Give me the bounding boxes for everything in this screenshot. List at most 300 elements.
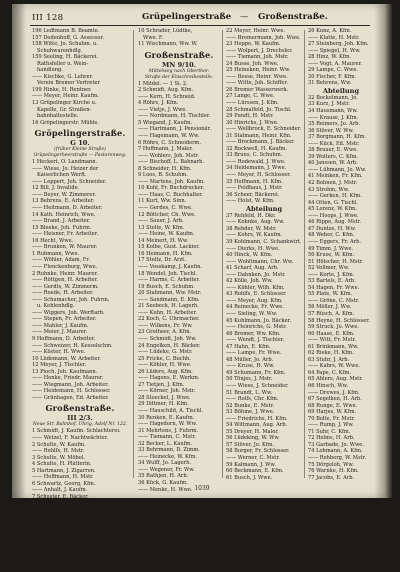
street-heading: Gröpelingerstraße. (34, 128, 126, 139)
directory-entry: —— Hartmann, J. Pensionär. (138, 126, 211, 133)
directory-entry: —— Lüdeke, G. Mstr. (138, 349, 193, 356)
directory-entry: Schuhwarenhdlg. (37, 47, 83, 54)
directory-entry: —— Meier, J. Maurer. (32, 329, 88, 336)
directory-entry: —— Wiegmann, Joh. Arbeiter. (32, 381, 109, 388)
street-grid-ref: MN 9/10. (161, 60, 197, 69)
directory-entry: —— Rolfs, Chr. Kfm. (226, 396, 279, 403)
directory-entry: —— Lühmann, Jo. Ww. (308, 166, 367, 173)
directory-entry: 27 Tietjen, J. Kfm. (138, 381, 185, 388)
directory-entry: —— Heidemann, H. Schlosser. (32, 388, 111, 395)
directory-entry: 16 Gröpelingerstr. Mühle. (32, 119, 100, 126)
directory-entry: 15 Heinemann, Ed. Rentier. (32, 565, 104, 572)
directory-entry: 49 Schumann, Fr. Kfm. (226, 369, 286, 376)
directory-entry: 40 Janssen, W. Arb. (308, 160, 358, 167)
directory-entry: 12 Meyer, J. Tischler. (32, 362, 87, 369)
directory-entry: 66 Hinsch, Ww. (308, 382, 349, 389)
directory-entry: —— Lampe, Fr. Wwe. (226, 350, 282, 357)
directory-entry: 12 Bill, J. Invalide. (32, 185, 80, 192)
directory-entry: 56 Möller, J. Ww. (308, 304, 352, 311)
directory-entry: 33 Kurz, J. Mstr. (308, 101, 350, 108)
directory-entry: 6 Schwartz, Georg, Kfm. (32, 480, 96, 487)
directory-entry: 21 Seebeck, H. Lagerh. (138, 303, 199, 310)
directory-entry: 11 Holz, Josef, Buchbinderei. (32, 533, 108, 540)
directory-entry: 75 Dörgeloh, Ww. (308, 461, 354, 468)
directory-entry: 29 Dittmer, H. Kfm. (138, 401, 189, 408)
directory-entry: 15 Kolbe, Gust. Lackier. (138, 244, 200, 251)
street-grid-ref: Abteilung (322, 86, 360, 95)
directory-entry: 53 Böhme, J. Wwe. (226, 409, 275, 416)
directory-entry: 13 Kaiser, A. Schneider. (32, 552, 94, 559)
directory-entry: —— Menke, H. Wwe. (138, 486, 193, 493)
directory-entry: 196 Ledtmann B. Beamte. (32, 28, 100, 34)
directory-entry: 9 Meyer, H. Mstr. (32, 513, 78, 520)
directory-entry: 28 Stoeckel, J. Wwe. (138, 394, 191, 401)
directory-entry: —— Gröne, C. Mstr. (308, 297, 360, 304)
directory-entry: —— Werner, C. Mstr. (226, 455, 280, 461)
directory-entry: 20 Stahmann, Ww. Mstr. (138, 290, 202, 297)
directory-entry: —— Lürssen, J. Kfm. (226, 100, 279, 107)
directory-entry: 51 Brandt, L. Ww. (226, 389, 273, 396)
directory-entry: 22 Meyer, Heinr. Wwe. (226, 28, 286, 34)
directory-entry: 60 Haase, E. Kfm. (308, 330, 355, 337)
directory-entry: 11 Wischmann, Ww. W. (138, 41, 198, 48)
directory-entry: 6 Röhrs, C. Schneiderm. (138, 139, 201, 146)
directory-entry: 50 Kruse, W. Kfm. (308, 252, 355, 259)
directory-entry: 53 Bartels, E. Arb. (308, 278, 356, 285)
directory-entry: —— Sauer, J. Arb. (138, 218, 184, 225)
directory-entry: 43 Rohlfs, E. Schlosser. (226, 291, 287, 298)
directory-entry: —— Gerdts, W. Zimmerm. (32, 283, 99, 290)
directory-entry: —— Gerdes, C. Wwe. (138, 205, 193, 212)
directory-entry: 34 Hausmann, Ww. (308, 108, 358, 115)
column-divider (133, 30, 134, 478)
directory-entry: —— Holst, W. Kfm. (226, 198, 275, 205)
directory-entry: —— Rohlfs, H. Mstr. (32, 448, 85, 455)
directory-entry: —— Dahnken, Jo. Mstr. (226, 271, 286, 278)
directory-entry: 32 Bockelmann, Jo. (308, 94, 358, 101)
directory-entry: 60 Beckmann, E. Kfm. (226, 468, 284, 475)
directory-entry: 64 Pape, C. Kfm. (308, 369, 351, 376)
directory-entry: 52 Bunke, E. Mstr. (226, 402, 275, 409)
directory-entry: —— Henke, Friedr. Maurer. (32, 375, 104, 382)
directory-entry: 26 Kunz, A. Kfm. (308, 28, 352, 34)
directory-entry: Kapelle, Gr. Straßen- (37, 106, 92, 113)
directory-entry: —— Wellbrock, E. Schneider. (226, 126, 302, 133)
directory-entry: —— Dierks, H. Wwe. (226, 245, 280, 252)
directory-entry: —— Nordmann, H. Tischler. (138, 113, 211, 120)
directory-entry: —— Kohnke, Aug. Ww. (226, 219, 285, 226)
directory-entry: —— Wolpert, J. Drechsler. (226, 47, 293, 54)
directory-entry: —— Sandmann, E. Kfm. (138, 296, 200, 303)
directory-entry: 50 Tönjes, J. Mstr. (226, 376, 273, 383)
directory-entry: 45 Kuhlmann, Jo. Bäcker. (226, 317, 292, 324)
directory-entry: 5 Wiegand, J. Kaufm. (138, 119, 193, 126)
directory-entry: —— Wöhler, Adam, Fr. (32, 257, 90, 264)
directory-entry: —— Wiggers, Joh. Werftarb. (32, 309, 105, 316)
directory-entry: 10 Schrader, Lüdtke, (138, 28, 193, 34)
directory-entry: —— Martens, Joh. Kaufm. (138, 178, 205, 185)
directory-entry: 13 Behrens, E. Arbeiter. (32, 198, 95, 205)
street-note: Straße der Einschreibestelle. (144, 74, 214, 80)
directory-entry: bahnhaltestelle. (37, 113, 79, 120)
directory-entry: 29 Pundt, H. Mstr. (226, 113, 274, 120)
directory-entry: 23 Hoppe, W. Kaufm. (226, 41, 281, 48)
running-header (32, 12, 368, 26)
directory-entry: 31 Mehrtens, J. Fuhrm. (138, 427, 199, 434)
directory-entry: 2 Ruhnke, Heinr. Maurer. (32, 270, 98, 277)
directory-entry: —— Wegener, Fr. Ww. (138, 466, 195, 473)
directory-entry: —— Spiegel, H. Ww. (308, 47, 361, 54)
directory-entry: 13 Grüpelinger Kirche u. (32, 100, 97, 107)
directory-entry: —— Grünhagen, Ed. Arbeiter. (32, 394, 109, 401)
directory-entry: 36 Scheer, Bäckerei. (226, 191, 280, 198)
column-divider (222, 30, 223, 478)
directory-entry: 67 Segelken, H. Arb. (308, 396, 362, 403)
column-divider (304, 30, 305, 478)
directory-entry: 16 Heimann, H. Kfm. (138, 250, 193, 257)
directory-entry: 58 Heyne, H. Schlosser. (308, 317, 370, 324)
directory-entry: 16 Hecht, Wwe. (32, 237, 74, 244)
directory-entry: —— Maas, D. Wirtschaft. (32, 539, 97, 546)
directory-entry: —— Schmidt, Joh. Ww. (138, 335, 197, 342)
directory-entry: —— Brand, J. Arbeiter. (32, 218, 91, 225)
directory-entry: 1 Heckert, O. Landmann. (32, 159, 98, 166)
directory-entry: —— Hoops, J. Wwe. (308, 212, 359, 219)
directory-entry: 10 Meyer, E. Kfm. (32, 526, 79, 533)
directory-entry: —— Röttgen, H. Arbeiter. (32, 277, 98, 284)
directory-column-4 (308, 28, 374, 480)
directory-entry: 24 Engelken, H. Bäcker. (138, 342, 201, 349)
directory-entry: —— Harms, C. Arbeiter. (138, 277, 200, 284)
street-heading: Großenstraße. (144, 49, 214, 60)
directory-entry: 45 Lorenz, W. Kfm. (308, 206, 357, 213)
directory-entry: 27 Steinberg, Joh. Kfm. (308, 41, 369, 48)
directory-entry: 28 Schmalfeld, Jo. Tischl. (226, 106, 292, 113)
directory-entry: 11 Kurt, Ww. Sinn. (138, 198, 187, 205)
directory-entry: 47 Hahn, E. Kfm. (226, 343, 271, 350)
directory-entry: 29 Lampe, C. Wwe. (308, 67, 359, 74)
directory-entry: 72 Helms, H. Arb. (308, 435, 355, 442)
directory-entry: —— Stepen, Fr. Arbeiter. (32, 316, 97, 323)
directory-entry: —— Leppert, Joh. Schneider. (32, 178, 107, 185)
directory-entry: 59 Kalmann, J. Ww. (226, 461, 276, 468)
directory-entry: 33 Behrmann, D. Zimm. (138, 447, 200, 454)
directory-entry: —— Meyer, H. Schlosser. (226, 172, 291, 179)
directory-entry: 14 Meinert, H. Ww. (138, 237, 189, 244)
directory-entry: 30 Hinrichs, J. Wwe. (226, 119, 279, 126)
running-title: Grüpelingerstraße (142, 12, 232, 22)
directory-entry: 33 Bruns, C. Schuhm. (226, 152, 283, 159)
directory-entry: 65 Ahlers, Aug. Mstr. (308, 376, 363, 383)
directory-entry: —— Vietje, J. Wwe. (138, 106, 188, 113)
directory-entry: 22 Koch, C. Uhrmacher. (138, 316, 200, 323)
directory-entry: 13 Stolte, W. Kfm. (138, 224, 185, 231)
directory-entry: 41 Meinken, Fr. Kfm. (308, 173, 363, 180)
directory-entry: —— Meyer, Aug. Kfm. (226, 297, 283, 304)
directory-entry: 1 Mitdel. — 1 Si. 2. (138, 80, 188, 87)
directory-entry: —— Heisner, Fr. Arbeiter. (32, 231, 99, 238)
directory-entry: 68 Runge, E. Wwe. (308, 402, 358, 409)
directory-entry: 46 Rippe, Aug. Mstr. (308, 219, 362, 226)
directory-entry: —— Wohltmann, Chr. Ww. (226, 258, 294, 265)
directory-entry: —— Drewes, J. Kfm. (308, 389, 360, 396)
directory-entry: 12 Böttcher, Ch. Wwe. (138, 211, 196, 218)
directory-entry: 49 Timm, J. Wwe. (308, 245, 354, 252)
directory-entry: —— Rehberg, W. Mstr. (308, 455, 367, 461)
directory-entry: 40 Hinck, W. Kfm. (226, 252, 273, 259)
directory-entry: 74 Lohmann, A. Kfm. (308, 448, 363, 455)
directory-entry: —— Friedrichs, H. Kfm. (226, 415, 288, 422)
directory-entry: —— Wiese, Jo. Heizer der (32, 165, 99, 172)
directory-entry: —— Kuhn, H. Arbeiter. (138, 309, 197, 316)
directory-entry: —— Flenckenburg, Wwe. (32, 263, 98, 270)
directory-entry: —— Kischke, G. Lehrer. (32, 73, 94, 80)
directory-entry: 15 Bleeke, Joh. Fuhrm. (32, 224, 92, 231)
directory-entry: Wwe. F. (143, 34, 164, 41)
directory-entry: 10 Kohl, Fr. Buchdrucker. (138, 185, 205, 192)
directory-entry: —— Bremermann, Joh. Wwe. (226, 34, 301, 41)
directory-entry: 77 Jacobs, E. Arb. (308, 474, 355, 481)
directory-entry: 27 Lange, C. Wwe. (226, 93, 275, 100)
street-grid-ref: Abteilung (245, 204, 283, 213)
directory-entry: 14 Vornholt, H. Kaufm. (32, 559, 92, 566)
directory-entry: 42 Kölle, Joh. Ww. (226, 278, 273, 285)
directory-entry: 52 Vollmer, Ww. (308, 265, 350, 272)
directory-entry: Rathsfeller u. Wein- (37, 60, 89, 67)
directory-entry: 61 Busch, J. Wwe. (226, 474, 273, 481)
directory-entry: 34 Heidemann, J. Wwe. (226, 165, 287, 172)
directory-entry: handlung. (37, 67, 63, 74)
directory-entry: —— Witt, Fr. Mstr. (308, 337, 356, 344)
directory-entry: 2 Schmidt, Aug. Kfm. (138, 87, 194, 94)
directory-entry: —— Kern, H. Schneid. (138, 93, 196, 100)
directory-entry: 51 Hölscher, H. Mstr. (308, 258, 364, 265)
directory-entry: 199 Hinke, H. Rentner. (32, 86, 92, 93)
directory-entry: 30 Fischer, F. Kfm. (308, 73, 357, 80)
directory-entry: —— Sieling, W. Ww. (226, 310, 278, 317)
directory-entry: —— Bosse, Heinr. Wwe. (226, 73, 288, 80)
directory-entry: —— Krause, J. Kfm. (308, 114, 359, 121)
directory-entry: —— Holz, Dr. Arzt. (32, 520, 81, 527)
directory-entry: —— Brunken, W. Maurer. (32, 244, 98, 251)
directory-entry: 13 Pioch, Joh. Kaufmann. (32, 368, 98, 375)
directory-entry: 35 Reimers, Jo. Arb. (308, 121, 360, 128)
directory-entry: 37 Borgmann, H. Kfm. (308, 134, 367, 141)
directory-entry: —— Korte, J. Kfm. (308, 271, 355, 278)
directory-entry: 31 Stalmann, Heinr. Kfm. (226, 132, 292, 139)
directory-entry: —— Haas, C. Buchhalter. (138, 191, 203, 198)
directory-entry: 34 Wulff, Jo. Lagerh. (138, 460, 192, 467)
directory-entry: 47 Duntze, H. Ww. (308, 225, 357, 232)
street-note: Grüpelingerheerstraße — Pastorenweg. (33, 153, 127, 159)
directory-entry: 1 Ruhmann, Wwe. (32, 250, 80, 257)
directory-entry: —— Heitmann, D. Arbeiter. (32, 205, 103, 212)
street-grid-ref: G 10. (70, 139, 90, 148)
directory-entry: 18 Wendel, Joh. Tischl. (138, 270, 198, 277)
directory-entry: 23 Grotheer, A. Kfm. (138, 329, 192, 336)
directory-entry: 54 Wittmann, Aug. Arb. (226, 422, 288, 429)
directory-entry: 2 Schulte, W. Kaufm. (32, 441, 86, 448)
street-grid-ref: III 2/3. (67, 414, 93, 423)
directory-entry: 3 Schulte, W. Möbel. (32, 454, 86, 461)
page-left-number: III 128 (32, 13, 64, 23)
directory-entry: —— Tiemann, C. Mstr. (138, 434, 196, 441)
directory-entry: —— Schweizer, H. Kesselschm. (32, 342, 113, 349)
directory-entry: 4 Schulte, H. Plätterin. (32, 461, 92, 468)
directory-entry: 37 Rehfeld, H. Dkr. (226, 212, 276, 219)
directory-entry: —— Vosskamp, J. Kaufm. (138, 263, 203, 270)
directory-entry: 26 Bremer Wasserwerk. (226, 86, 289, 93)
directory-entry: Kaiserlichen Werft. (37, 172, 87, 179)
directory-entry: 58 Burger, Fr. Schlosser. (226, 448, 290, 455)
directory-entry: 9 Hoffmann, D. Arbeiter. (32, 335, 96, 342)
directory-entry: 46 Bremer, Ww. Kfm. (226, 330, 281, 337)
directory-entry: —— Kirchner, Joh. Gürtler. (32, 507, 101, 513)
directory-entry: 4 Röhrs, J. Kfm. (138, 100, 179, 107)
directory-entry: 57 Stöver, Jo. Kfm. (226, 441, 275, 448)
directory-entry: 57 Rüsch, A. Kfm. (308, 310, 355, 317)
directory-entry: 10 Lüdemann, W. Arbeiter. (32, 355, 101, 362)
directory-entry: 69 Harjes, W. Kfm. (308, 409, 357, 416)
directory-entry: 71 Suhr, C. Kfm. (308, 428, 351, 435)
directory-entry: —— Kahrs, W. Wwe. (308, 363, 361, 370)
directory-entry: —— Eggers, Fr. Arb. (308, 238, 361, 245)
street-note: Mittelweg nach Oberthor. (148, 68, 210, 74)
directory-entry: 158 Witte, Jo. Schuhm. u. (32, 41, 98, 48)
directory-entry: 28 Hinz, W. Kfm. (308, 54, 352, 61)
directory-entry: 44 Reinecke, Fr. Wwe. (226, 304, 284, 311)
directory-entry: —— Wiese, J. Schneider. (226, 382, 289, 389)
directory-entry: 7 Schuster, E. Bäcker. (32, 493, 89, 500)
directory-entry: —— Klatte, H. Mstr. (308, 34, 360, 41)
directory-column-1 (32, 28, 128, 572)
directory-entry: —— Schumacher, Joh. Fuhrm. (32, 296, 110, 303)
directory-entry: 32 Becker, L. Kaufm. (138, 440, 193, 447)
directory-entry: 36 Kück, G. Kaufm. (138, 480, 188, 486)
directory-entry: 25 Heineken, Heinr. Ww. (226, 67, 291, 74)
street-note: (früher Kleine Straße) (54, 147, 106, 153)
directory-entry: Verein Bremer Vertreter (37, 80, 100, 87)
header-rule (30, 25, 370, 26)
directory-entry: 48 Weber, C. Kfm. (308, 232, 355, 239)
directory-entry: 55 Plate, W. Kfm. (308, 291, 353, 298)
directory-entry: 39 Wolters, C. Kfm. (308, 153, 359, 160)
directory-entry: 26 Lüders, Aug. Kfm. (138, 368, 193, 375)
directory-entry: 19 Busch, E. Schuhm. (138, 283, 195, 290)
directory-entry: 38 Rehder, W. Mstr. (226, 225, 277, 232)
directory-entry: 8 Holz, A. Dekorat. (32, 500, 82, 507)
directory-entry: 1 Schmidt, J. Kaufm. Schlachterei. (32, 428, 121, 435)
directory-entry: 31 Behrens, Ww. (308, 80, 352, 87)
directory-entry: 35 Rathjen, H. Arb. (138, 473, 189, 480)
directory-entry: 159 Seeling, H. Bäckerei. (32, 54, 99, 61)
directory-entry: —— Köhler, H. Wwe. (138, 362, 192, 369)
directory-entry: 43 Strohm, Ww. (308, 186, 350, 193)
directory-entry: —— Beyer, W. Zimmerer. (32, 191, 96, 198)
directory-entry: —— Heine, W. Kaufm. (138, 231, 195, 238)
directory-entry: 36 Stöver, W. Ww. (308, 127, 354, 134)
directory-entry: —— Wendt, J. Tischler. (226, 337, 285, 344)
directory-entry: —— Wetzel, F. Nachtwächter. (32, 434, 108, 441)
directory-entry: 24 Busse, Joh. Wwe. (226, 60, 279, 67)
directory-entry: 17 Stoltz, Dr. Arzt. (138, 257, 186, 264)
directory-entry: —— Mahler, J. Kaufm. (32, 322, 89, 329)
directory-entry: —— Hagens, E. Werkm. (138, 375, 200, 382)
directory-entry: 5 Hartmann, J. Zigarren. (32, 467, 96, 474)
directory-page (12, 4, 392, 572)
running-title-2: Großenstraße. (258, 12, 328, 22)
directory-entry: 61 Brinkmann, Ww. (308, 343, 359, 350)
directory-entry: 14 Kath. Heinrich, Wwe. (32, 211, 96, 218)
directory-entry: —— Anhalt, J. Kaufm. (32, 487, 88, 494)
directory-entry: —— Heinrichs, G. Mstr. (226, 324, 287, 331)
directory-entry: —— Körner, Joh. Mstr. (138, 388, 196, 395)
directory-entry: 25 Fricke, C. Buchh. (138, 355, 191, 362)
directory-entry: 56 Lüdeking, W. Ww. (226, 435, 280, 442)
directory-entry: 12 Heineken, Ed. Bäckerei. (32, 546, 103, 553)
directory-entry: —— Gerken, H. Kfm. (308, 193, 362, 200)
directory-entry: 9 Loos, B. Schuhm. (138, 172, 188, 179)
directory-entry: 59 Struck, Jo. Wwe. (308, 324, 360, 331)
directory-entry: —— Brockmann, J. Bäcker. (226, 139, 295, 146)
directory-entry: 38 Brauer, E. Wwe. (308, 147, 358, 154)
directory-entry: 48 Müller, Jo. Arb. (226, 356, 274, 363)
directory-entry: —— Kohrs, W. Kaufm. (226, 232, 283, 239)
directory-entry: 44 Otten, G. Tischl. (308, 199, 359, 206)
directory-entry: 42 Bohnen, J. Mstr. (308, 180, 358, 187)
directory-entry: —— Rodewald, J. Wwe. (226, 158, 286, 165)
binding-gutter-shadow (12, 4, 26, 498)
directory-entry: 7 Hoffmann, J. Maler. (138, 146, 193, 153)
directory-entry: —— Kruse, H. Ww. (226, 363, 275, 370)
directory-entry: —— Heinecke, W. Kfm. (138, 453, 198, 460)
directory-entry: —— Witte, Joh. Schiffer. (226, 80, 288, 87)
directory-entry: —— Rump, J. Ww. (308, 422, 354, 429)
directory-entry: 35 Hoffmann, H. Kfm. (226, 178, 283, 185)
directory-entry: 55 Dreyer, H. Maler. (226, 428, 279, 435)
running-title-separator: — (240, 12, 249, 22)
directory-entry: 30 Renken, E. Kaufm. (138, 414, 195, 421)
page-edge-shadow (374, 4, 392, 498)
directory-entry: —— Meyer, Heinr. Kaufm. (32, 93, 99, 100)
page-number: 1039 (194, 485, 210, 492)
directory-entry: 41 Scharf, Aug. Arb. (226, 265, 279, 272)
directory-entry: —— Hoffmann, H. Mstr. (32, 474, 94, 481)
directory-column-3 (226, 28, 302, 480)
directory-entry: —— Roede, H. Arbeiter. (32, 290, 94, 297)
directory-entry: 70 Bolte, Fr. Mstr. (308, 415, 355, 422)
directory-entry: —— Köhler, Wilh. Kfm. (226, 284, 285, 291)
directory-entry: —— Wilkens, Fr. Ww. (138, 322, 193, 329)
directory-entry: 32 Rockwell, H. Kaufm. (226, 145, 287, 152)
directory-entry: —— Köster, H. Wwe. (32, 349, 86, 356)
directory-entry: 8 Schneider, H. Kfm. (138, 165, 192, 172)
directory-entry: —— Hagedorn, W. Ww. (138, 421, 198, 428)
directory-entry: —— Wohlers, Joh. Mstr. (138, 152, 199, 159)
directory-entry: —— Kück, Ed. Mstr. (308, 140, 360, 147)
directory-entry: 62 Rieke, H. Kfm. (308, 350, 354, 357)
directory-entry: —— Tiemann, Joh. Mstr. (226, 54, 289, 61)
street-note: Neue Str. Bahnhof. Uhrig, Adolf Nr. 122. (32, 422, 128, 428)
street-heading: Großenstraße. (45, 403, 115, 414)
directory-entry: 76 Warnke, H. Kfm. (308, 468, 359, 475)
directory-entry: 63 Stuhr, J. Arb. (308, 356, 350, 363)
directory-entry: —— Bischoff, L. Bahnarb. (138, 159, 204, 166)
directory-entry: —— Hauschild, A. Tischl. (138, 407, 204, 414)
directory-entry: 157 Dodenhoff, G. Assessor. (32, 34, 104, 41)
directory-entry: u. Kohlenhdlg. (37, 303, 75, 310)
directory-entry: 39 Kohlmann, C. Schankwirt. (226, 238, 302, 245)
